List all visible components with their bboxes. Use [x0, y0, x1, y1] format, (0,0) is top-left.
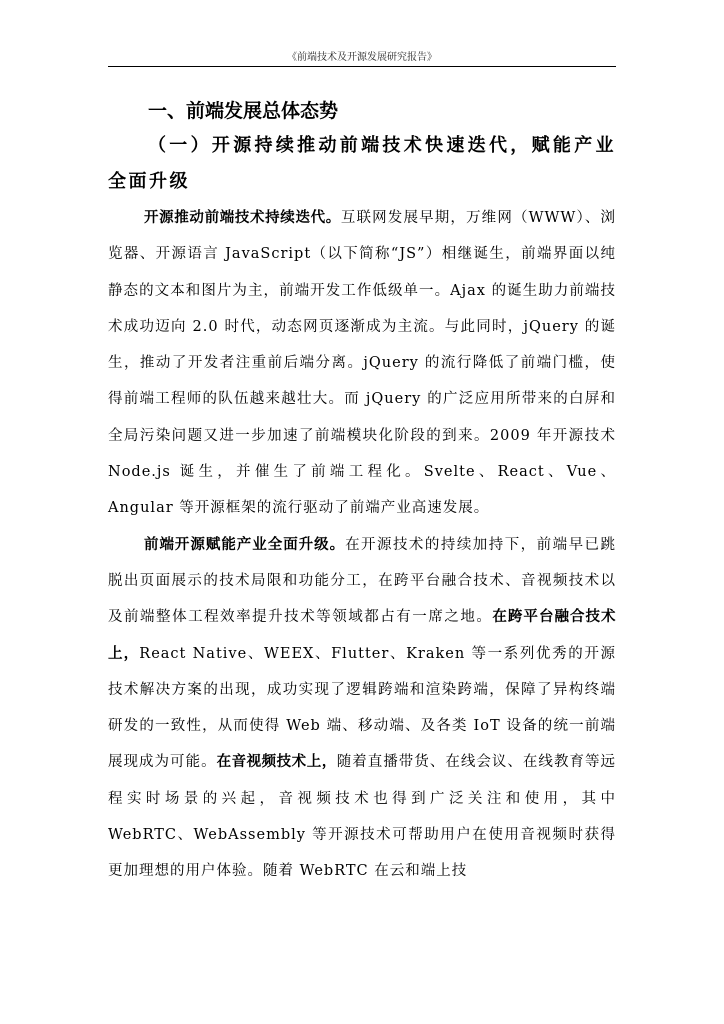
paragraph-lead: 开源推动前端技术持续迭代。 — [144, 210, 341, 226]
subsection-heading: （一）开源持续推动前端技术快速迭代，赋能产业全面升级 — [108, 135, 616, 192]
running-header: 《前端技术及开源发展研究报告》 — [287, 52, 437, 63]
document-body — [108, 94, 616, 890]
paragraph-text: 互联网发展早期，万维网（WWW）、浏览器、开源语言 JavaScript（以下简称“JS”）相继诞生，前端界面以纯静态的文本和图片为主，前端开发工作低级单一。Ajax 的诞生助力前端技术成功迈向 2.0 时代，动态网页逐渐成为主流。与此同时，jQuery 的诞生，推动了开发者注重前后端分离。jQuery 的流行降低了前端门槛，使得前端工程师的队伍越来越壮大。而 jQuery 的广泛应用所带来的白屏和全局污染问题又进一步加速了前端模块化阶段的到来。2009 年开源技术 Node.js 诞生，并催生了前端工程化。Svelte、React、Vue、Angular 等开源框架的流行驱动了前端产业高速发展。 — [108, 210, 616, 517]
paragraph-lead-audio-video: 在音视频技术上， — [216, 754, 337, 771]
paragraph-lead-cross-platform: 在跨平台融合技术上， — [108, 609, 617, 662]
paragraph-lead: 前端开源赋能产业全面升级。 — [144, 536, 346, 553]
paragraph-industry-upgrade — [108, 527, 616, 890]
paragraph-open-source-iteration — [108, 200, 616, 527]
paragraph-text: React Native、WEEX、Flutter、Kraken 等一系列优秀的开源技术解决方案的出现，成功实现了逻辑跨端和渲染跨端，保障了异构终端研发的一致性，从而使得 Web 端、移动端、及各类 IoT 设备的统一前端展现成为可能。 — [108, 645, 617, 771]
header-rule — [108, 66, 616, 67]
paragraph-text: 在开源技术的持续加持下，前端早已跳脱出页面展示的技术局限和功能分工，在跨平台融合技术、音视频技术以及前端整体工程效率提升技术等领域都占有一席之地。 — [108, 536, 617, 626]
section-heading: 一、前端发展总体态势 — [148, 100, 339, 122]
paragraph-text: 随着直播带货、在线会议、在线教育等远程实时场景的兴起，音视频技术也得到广泛关注和使用，其中 WebRTC、WebAssembly 等开源技术可帮助用户在使用音视频时获得更加理想的用户体验。随着 WebRTC 在云和端上技 — [108, 754, 616, 880]
